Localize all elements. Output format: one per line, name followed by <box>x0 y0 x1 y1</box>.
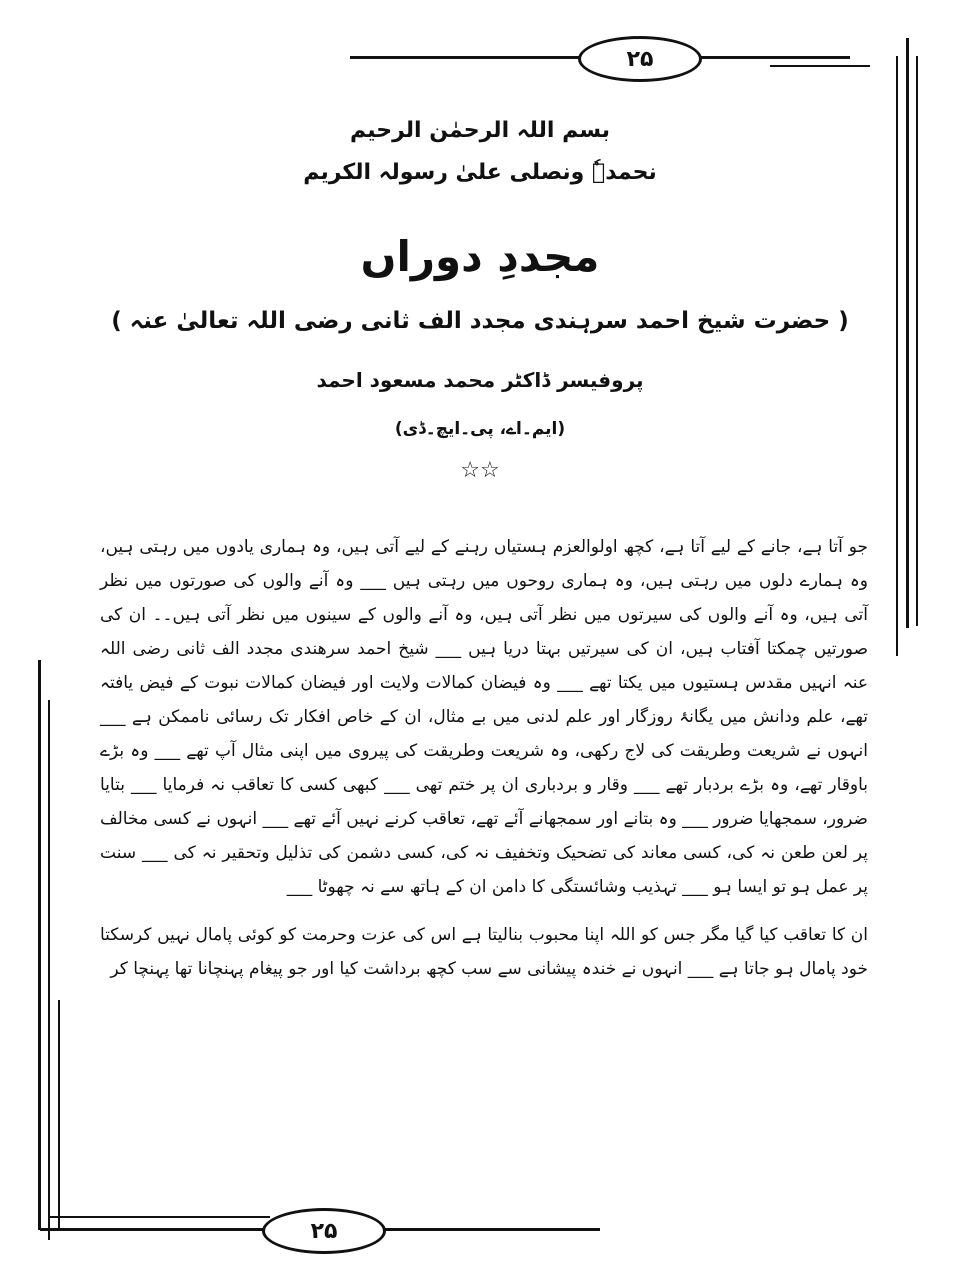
author: پروفیسر ڈاکٹر محمد مسعود احمد <box>316 368 644 392</box>
degree: (ایم۔اے، پی۔ایچ۔ڈی) <box>394 419 566 439</box>
paragraph-2: ان کا تعاقب کیا گیا مگر جس کو اللہ اپنا محبوب بنالیتا ہے اس کی عزت وحرمت کو کوئی پامال نہیں کرسکتا خود پامال ہو جاتا ہے ___ انہوں نے خندہ پیشانی سے سب کچھ برداشت کیا اور جو پیغام پہنچانا تھا پہنچا کر <box>100 925 868 979</box>
frame-left-line-inner <box>48 700 50 1240</box>
hamd: نحمدہٗ ونصلی علیٰ رسولہ الکریم <box>303 160 657 185</box>
stars-ornament: ☆☆ <box>460 458 500 483</box>
frame-top-line-inner <box>770 65 870 67</box>
subtitle: ( حضرت شیخ احمد سرہندی مجدد الف ثانی رضی اللہ تعالیٰ عنہ ) <box>111 308 849 334</box>
body-text <box>100 530 868 986</box>
page-title: مجددِ دوراں <box>360 232 600 281</box>
page-number-top-text: ۲۵ <box>626 46 654 72</box>
frame-left-line-outer <box>58 1000 60 1228</box>
frame-bottom-line-inner <box>50 1216 270 1218</box>
frame-right-line-inner <box>896 56 898 656</box>
frame-left-line <box>38 660 41 1230</box>
page-number-top <box>578 36 702 82</box>
bismillah: بسم اللہ الرحمٰن الرحیم <box>349 118 610 143</box>
paragraph-1: جو آتا ہے، جانے کے لیے آتا ہے، کچھ اولوالعزم ہستیاں رہنے کے لیے آتی ہیں، وہ ہماری یادوں میں رہتی ہیں، وہ ہمارے دلوں میں رہتی ہیں، وہ ہماری روحوں میں رہتی ہیں ___ وہ آنے والوں کی صورتوں میں نظر آتی ہیں، وہ آنے والوں کی سیرتوں میں نظر آتی ہیں، وہ آنے والوں کے سینوں میں نظر آتی ہیں۔۔ ان کی صورتیں چمکتا آفتاب ہیں، ان کی سیرتیں بہتا دریا ہیں ___ شیخ احمد سرھندی مجدد الف ثانی رضی اللہ عنہ انہیں مقدس ہستیوں میں یکتا تھے ___ وہ فیضان کمالات ولایت اور فیضان کمالات نبوت کے فیض یافتہ تھے، علم ودانش میں یگانۂ روزگار اور علم لدنی میں بے مثال، ان کے خاص افکار تک رسائی ناممکن ہے ___ انہوں نے شریعت وطریقت کی لاج رکھی، وہ شریعت وطریقت کی پیروی میں اپنی مثال آپ تھے ___ وہ بڑے باوقار تھے، وہ بڑے بردبار تھے ___ وقار و بردباری ان پر ختم تھی ___ کبھی کسی کا تعاقب نہ فرمایا ___ بتایا ضرور، سمجھایا ضرور ___ وہ بتانے اور سمجھانے آئے تھے، تعاقب کرنے نہیں آئے تھے ___ انہوں نے کسی مخالف پر لعن طعن نہ کی، کسی معاند کی تضحیک وتخفیف نہ کی، کسی دشمن کی تذلیل وتحقیر نہ کی ___ سنت پر عمل ہو تو ایسا ہو ___ تہذیب وشائستگی کا دامن ان کے ہاتھ سے نہ چھوٹا ___ <box>100 537 868 897</box>
page-number-bottom-text: ۲۵ <box>310 1218 338 1244</box>
page-number-bottom <box>262 1208 386 1254</box>
